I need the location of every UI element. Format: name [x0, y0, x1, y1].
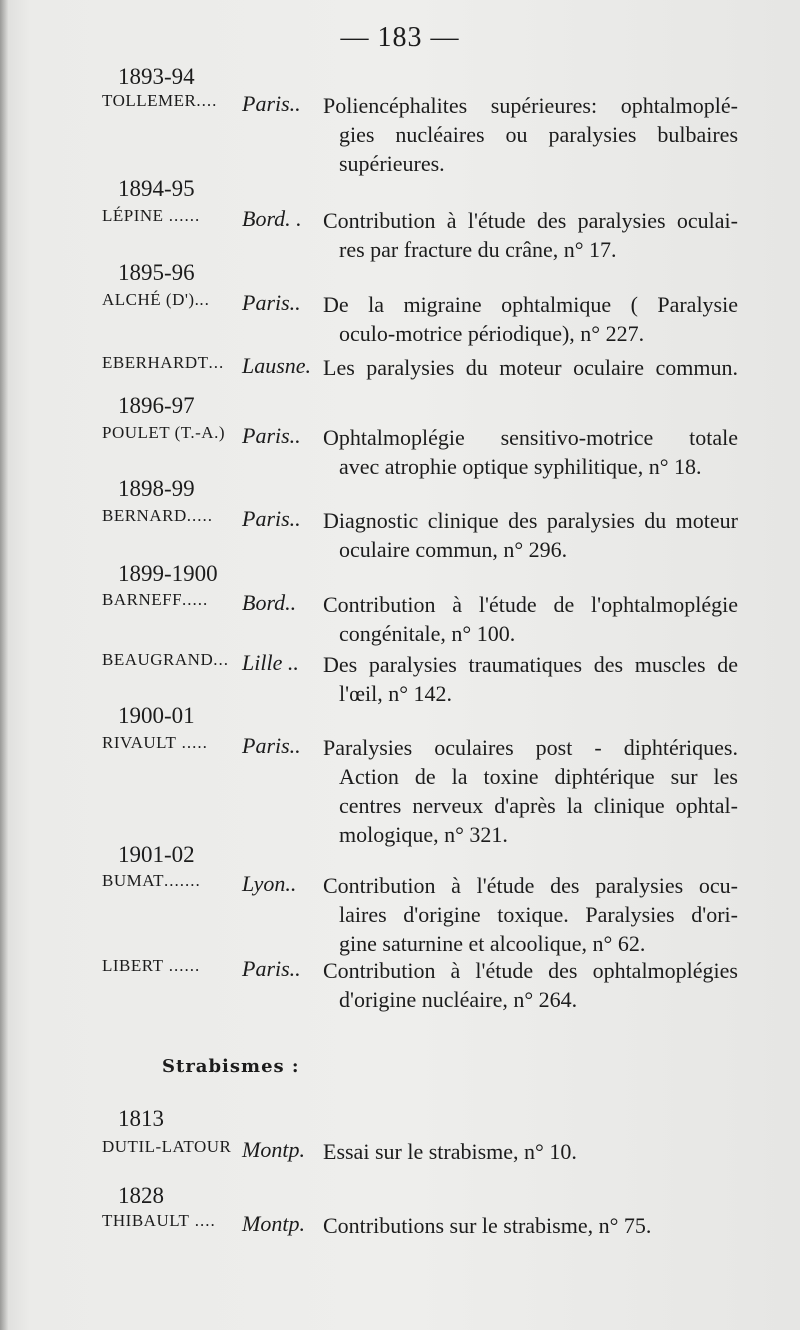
entry-place: Bord. .: [242, 206, 302, 231]
entry-title: Poliencéphalites supérieures: ophtalmoplé- gies nucléaires ou paralysies bulbaires supérieures.: [323, 93, 738, 176]
entry-title: Contribution à l'étude des paralysies ocu- laires d'origine toxique. Paralysies d'ori- gine saturnine et alcoolique, n° 62.: [323, 873, 738, 956]
entry-title: Des paralysies traumatiques des muscles de l'œil, n° 142.: [323, 652, 738, 706]
section-heading: Strabismes :: [162, 1056, 300, 1077]
entry-place: Lyon..: [242, 871, 297, 896]
year-heading: 1898-99: [118, 476, 195, 501]
entry-title: Diagnostic clinique des paralysies du moteur oculaire commun, n° 296.: [323, 508, 738, 562]
page-edge-shadow: [0, 0, 8, 1330]
year-heading: 1894-95: [118, 176, 195, 201]
entry-author: POULET (T.-A.): [102, 423, 225, 442]
entry-author: EBERHARDT...: [102, 353, 225, 372]
entry-author: THIBAULT ....: [102, 1211, 216, 1230]
year-heading: 1900-01: [118, 703, 195, 728]
entry-author: DUTIL-LATOUR: [102, 1137, 232, 1156]
entry-title: Contribution à l'étude des ophtalmoplégies d'origine nucléaire, n° 264.: [323, 958, 738, 1012]
entry-place: Lille ..: [242, 650, 299, 675]
entry-author: TOLLEMER....: [102, 91, 218, 110]
entry-title: Paralysies oculaires post - diphtériques. Action de la toxine diphtérique sur les centres nerveux d'après la clinique ophtal- mologique, n° 321.: [323, 735, 738, 847]
entry-place: Bord..: [242, 590, 297, 615]
year-heading: 1813: [118, 1106, 164, 1131]
entry-author: BARNEFF.....: [102, 590, 209, 609]
entry-title: Contribution à l'étude des paralysies oculai- res par fracture du crâne, n° 17.: [323, 208, 738, 262]
year-heading: 1895-96: [118, 260, 195, 285]
entry-place: Paris..: [242, 91, 301, 116]
entry-place: Paris..: [242, 956, 301, 981]
entry-author: LIBERT ......: [102, 956, 201, 975]
entry-place: Montp.: [242, 1211, 305, 1236]
entry-place: Lausne.: [242, 353, 312, 378]
entry-place: Paris..: [242, 733, 301, 758]
year-heading: 1828: [118, 1183, 164, 1208]
year-heading: 1893-94: [118, 64, 195, 89]
entry-place: Montp.: [242, 1137, 305, 1162]
page-number: — 183 —: [340, 22, 460, 53]
entry-place: Paris..: [242, 290, 301, 315]
year-heading: 1901-02: [118, 842, 195, 867]
entry-author: ALCHÉ (D')...: [102, 290, 210, 309]
entry-place: Paris..: [242, 506, 301, 531]
entry-author: BEAUGRAND...: [102, 650, 229, 669]
entry-author: RIVAULT .....: [102, 733, 208, 752]
entry-title: Essai sur le strabisme, n° 10.: [323, 1139, 577, 1164]
entry-title: De la migraine ophtalmique ( Paralysie oculo-motrice périodique), n° 227.: [323, 292, 738, 346]
entry-author: BUMAT.......: [102, 871, 201, 890]
entry-author: BERNARD.....: [102, 506, 213, 525]
entry-place: Paris..: [242, 423, 301, 448]
entry-title: Contribution à l'étude de l'ophtalmoplégie congénitale, n° 100.: [323, 592, 738, 646]
entry-author: LÉPINE ......: [102, 206, 201, 225]
year-heading: 1896-97: [118, 393, 195, 418]
entry-title: Contributions sur le strabisme, n° 75.: [323, 1213, 652, 1238]
entry-title: Ophtalmoplégie sensitivo-motrice totale avec atrophie optique syphilitique, n° 18.: [323, 425, 738, 479]
year-heading: 1899-1900: [118, 561, 218, 586]
entry-title: Les paralysies du moteur oculaire commun.: [323, 355, 738, 380]
